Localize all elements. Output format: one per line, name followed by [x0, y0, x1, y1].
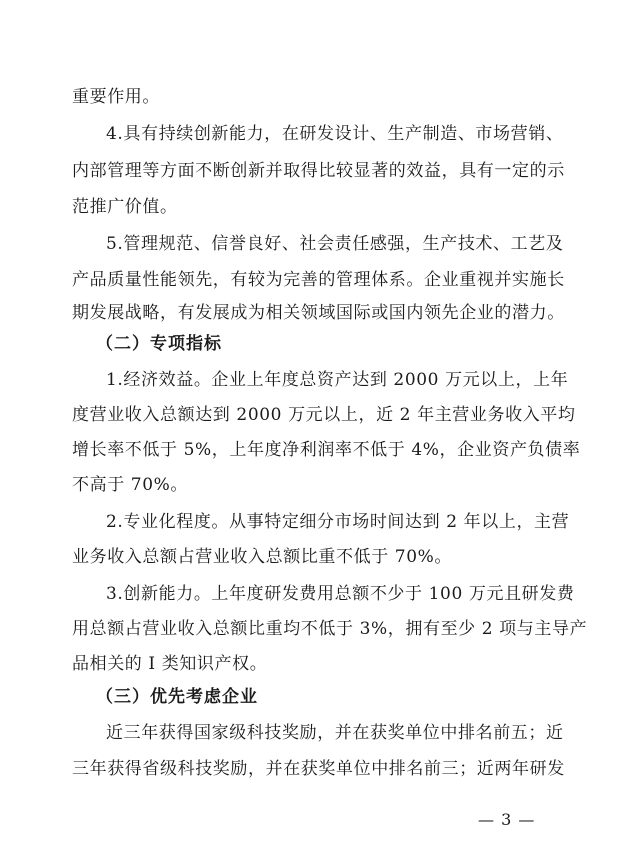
text-line: 1.经济效益。企业上年度总资产达到 2000 万元以上，上年 [106, 370, 569, 390]
text-line: 度营业收入总额达到 2000 万元以上，近 2 年主营业务收入平均 [72, 405, 576, 425]
page-number: — 3 — [478, 810, 536, 829]
text-line: 范推广价值。 [72, 197, 178, 217]
text-line: 重要作用。 [72, 87, 160, 107]
text-line: 三年获得省级科技奖励，并在获奖单位中排名前三；近两年研发 [72, 759, 565, 779]
section-heading: （三）优先考虑企业 [96, 687, 258, 707]
text-line: 业务收入总额占营业收入总额比重不低于 70%。 [72, 547, 452, 567]
text-line: 内部管理等方面不断创新并取得比较显著的效益，具有一定的示 [72, 161, 565, 181]
text-line: 5.管理规范、信誉良好、社会责任感强，生产技术、工艺及 [106, 234, 564, 254]
text-line: 期发展战略，有发展成为相关领域国际或国内领先企业的潜力。 [72, 303, 565, 323]
text-line: 近三年获得国家级科技奖励，并在获奖单位中排名前五；近 [106, 723, 564, 743]
text-line: 产品质量性能领先，有较为完善的管理体系。企业重视并实施长 [72, 270, 565, 290]
text-line: 品相关的 I 类知识产权。 [72, 654, 268, 674]
text-line: 4.具有持续创新能力，在研发设计、生产制造、市场营销、 [106, 124, 564, 144]
text-line: 2.专业化程度。从事特定细分市场时间达到 2 年以上，主营 [106, 512, 570, 532]
section-heading: （二）专项指标 [96, 334, 222, 354]
text-line: 不高于 70%。 [72, 475, 188, 495]
text-line: 3.创新能力。上年度研发费用总额不少于 100 万元且研发费 [106, 584, 575, 604]
text-line: 增长率不低于 5%，上年度净利润率不低于 4%，企业资产负债率 [72, 440, 581, 460]
text-line: 用总额占营业收入总额比重均不低于 3%，拥有至少 2 项与主导产 [72, 619, 588, 639]
